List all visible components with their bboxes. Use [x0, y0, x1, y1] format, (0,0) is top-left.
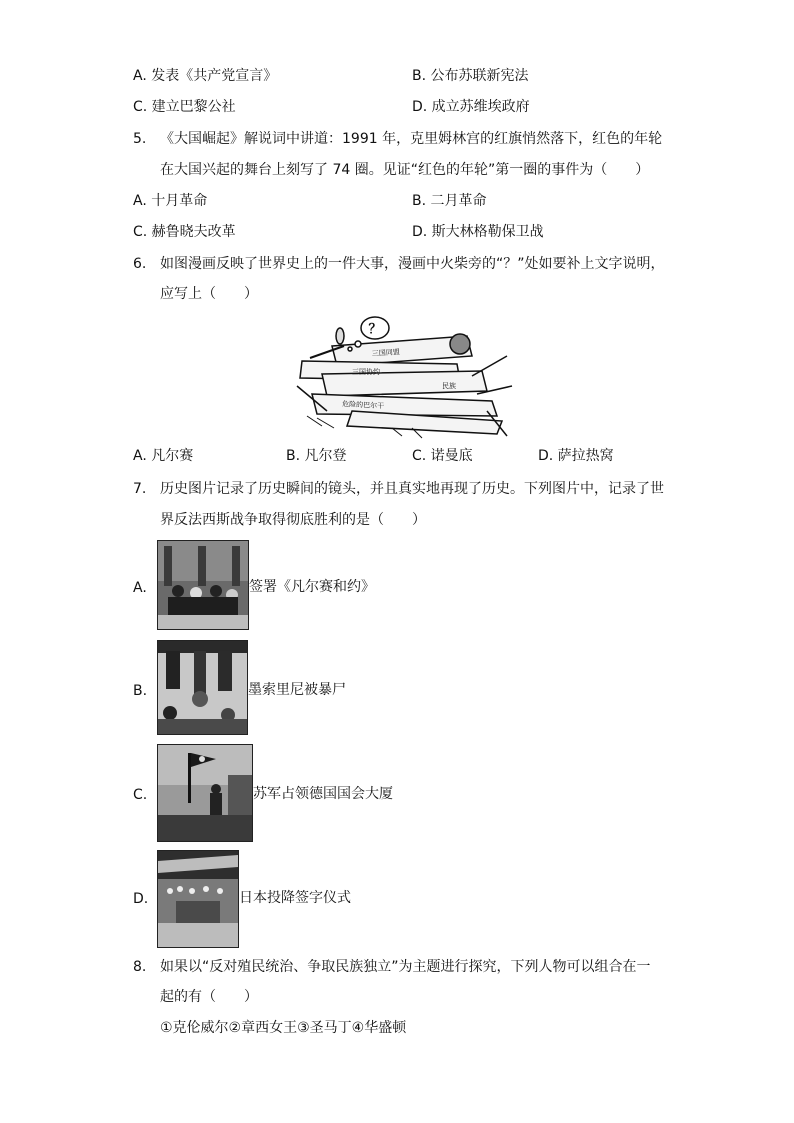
- q5-option-a: A. 十月革命: [133, 193, 208, 209]
- q5-option-c: C. 赫鲁晓夫改革: [133, 224, 236, 240]
- q4-option-a: A. 发表《共产党宣言》: [133, 68, 278, 84]
- q7-stem-line2: 界反法西斯战争取得彻底胜利的是（ ）: [160, 512, 426, 528]
- q7-option-b-label: B.: [133, 683, 148, 699]
- q8-items: ①克伦威尔②章西女王③圣马丁④华盛顿: [160, 1020, 407, 1036]
- q8-stem-line1: 如果以“反对殖民统治、争取民族独立”为主题进行探究，下列人物可以组合在一: [160, 959, 651, 975]
- q7-option-a-photo: [157, 540, 249, 630]
- cartoon-label-balkans: 危险的巴尔干: [341, 400, 385, 411]
- q7-option-c-photo: [157, 744, 253, 842]
- q7-option-d-text: 日本投降签字仪式: [239, 890, 351, 906]
- q6-stem-line2: 应写上（ ）: [160, 286, 258, 302]
- q4-option-d: D. 成立苏维埃政府: [412, 99, 530, 115]
- q7-number: 7.: [133, 481, 147, 497]
- q5-option-d: D. 斯大林格勒保卫战: [412, 224, 544, 240]
- q6-option-c: C. 诺曼底: [412, 448, 473, 464]
- q7-option-d-label: D.: [133, 891, 149, 907]
- q7-option-d-photo: [157, 850, 239, 948]
- q5-stem-line2: 在大国兴起的舞台上刻写了 74 圈。见证“红色的年轮”第一圈的事件为（ ）: [160, 162, 650, 178]
- cartoon-label-triple-entente: 三国协约: [352, 368, 380, 376]
- q4-option-b: B. 公布苏联新宪法: [412, 68, 529, 84]
- q7-option-a-label: A.: [133, 580, 147, 596]
- cartoon-label-nation: 民族: [442, 382, 456, 390]
- q7-option-c-text: 苏军占领德国国会大厦: [253, 786, 393, 802]
- cartoon-label-triple-alliance: 三国同盟: [371, 348, 401, 358]
- q5-stem-line1: 《大国崛起》解说词中讲道：1991 年，克里姆林宫的红旗悄然落下，红色的年轮: [160, 131, 663, 147]
- q6-stem-line1: 如图漫画反映了世界史上的一件大事，漫画中火柴旁的“？”处如要补上文字说明，: [160, 256, 665, 272]
- q6-number: 6.: [133, 256, 147, 272]
- q7-option-c-label: C.: [133, 787, 148, 803]
- q6-option-d: D. 萨拉热窝: [538, 448, 614, 464]
- q7-option-b-photo: [157, 640, 248, 735]
- cartoon-question-label: ？: [368, 322, 382, 337]
- q4-option-c: C. 建立巴黎公社: [133, 99, 236, 115]
- q6-option-a: A. 凡尔赛: [133, 448, 194, 464]
- q6-option-b: B. 凡尔登: [286, 448, 347, 464]
- q7-option-b-text: 墨索里尼被暴尸: [248, 682, 346, 698]
- q5-number: 5.: [133, 131, 147, 147]
- q7-stem-line1: 历史图片记录了历史瞬间的镜头，并且真实地再现了历史。下列图片中，记录了世: [160, 481, 664, 497]
- q8-stem-line2: 起的有（ ）: [160, 989, 258, 1005]
- q6-cartoon-image: [292, 316, 516, 444]
- q5-option-b: B. 二月革命: [412, 193, 487, 209]
- q7-option-a-text: 签署《凡尔赛和约》: [249, 579, 375, 595]
- q8-number: 8.: [133, 959, 147, 975]
